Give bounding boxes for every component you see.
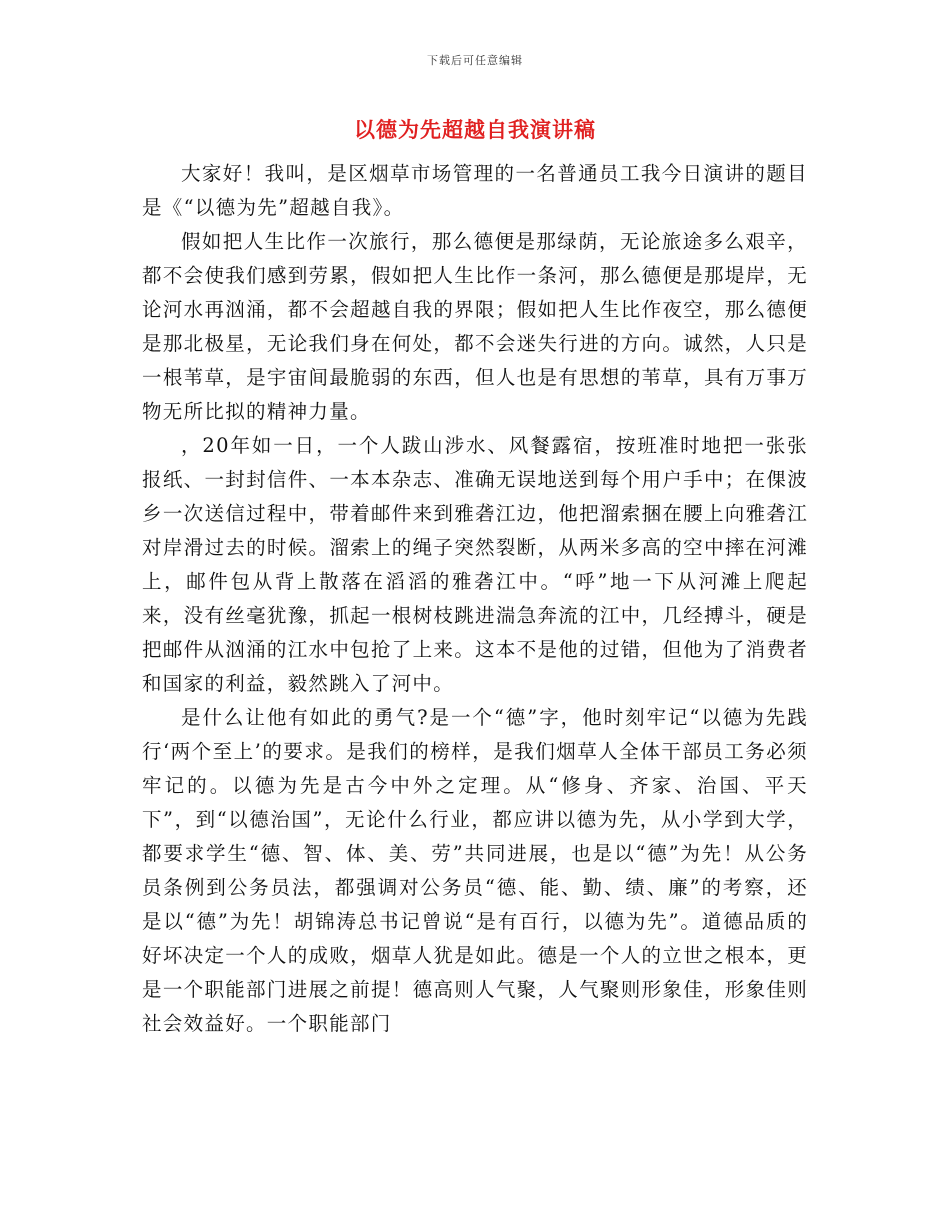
paragraph-story: ，20年如一日，一个人跋山涉水、风餐露宿，按班准时地把一张张报纸、一封封信件、一本本杂志、准确无误地送到每个用户手中；在倮波乡一次送信过程中，带着邮件来到雅砻江边，他把溜索捆在腰上向雅砻江对岸滑过去的时候。溜索上的绳子突然裂断，从两米多高的空中摔在河滩上，邮件包从背上散落在滔滔的雅砻江中。“呼”地一下从河滩上爬起来，没有丝毫犹豫，抓起一根树枝跳进湍急奔流的江中，几经搏斗，硬是把邮件从汹涌的江水中包抢了上来。这本不是他的过错，但他为了消费者和国家的利益，毅然跳入了河中。 (142, 434, 808, 695)
paragraph-virtue: 是什么让他有如此的勇气?是一个“德”字，他时刻牢记“以德为先践行‘两个至上’的要求。是我们的榜样，是我们烟草人全体干部员工务必须牢记的。以德为先是古今中外之定理。从“修身、齐家、治国、平天下”，到“以德治国”，无论什么行业，都应讲以德为先，从小学到大学，都要求学生“德、智、体、美、劳”共同进展，也是以“德”为先！从公务员条例到公务员法，都强调对公务员“德、能、勤、绩、廉”的考察，还是以“德”为先！胡锦涛总书记曾说“是有百行，以德为先”。道德品质的好坏决定一个人的成败，烟草人犹是如此。德是一个人的立世之根本，更是一个职能部门进展之前提！德高则人气聚，人气聚则形象佳，形象佳则社会效益好。一个职能部门 (142, 706, 808, 1035)
paragraph-metaphor: 假如把人生比作一次旅行，那么德便是那绿荫，无论旅途多么艰辛，都不会使我们感到劳累，假如把人生比作一条河，那么德便是那堤岸，无论河水再汹涌，都不会超越自我的界限；假如把人生比作夜空，那么德便是那北极星，无论我们身在何处，都不会迷失行进的方向。诚然，人只是一根苇草，是宇宙间最脆弱的东西，但人也是有思想的苇草，具有万事万物无所比拟的精神力量。 (142, 230, 808, 423)
document-title: 以德为先超越自我演讲稿 (354, 117, 596, 142)
paragraph-greeting: 大家好！我叫，是区烟草市场管理的一名普通员工我今日演讲的题目是《“以德为先”超越自我》。 (142, 162, 808, 219)
page-header: 下载后可任意编辑 (427, 54, 523, 67)
document-body (142, 157, 808, 1041)
